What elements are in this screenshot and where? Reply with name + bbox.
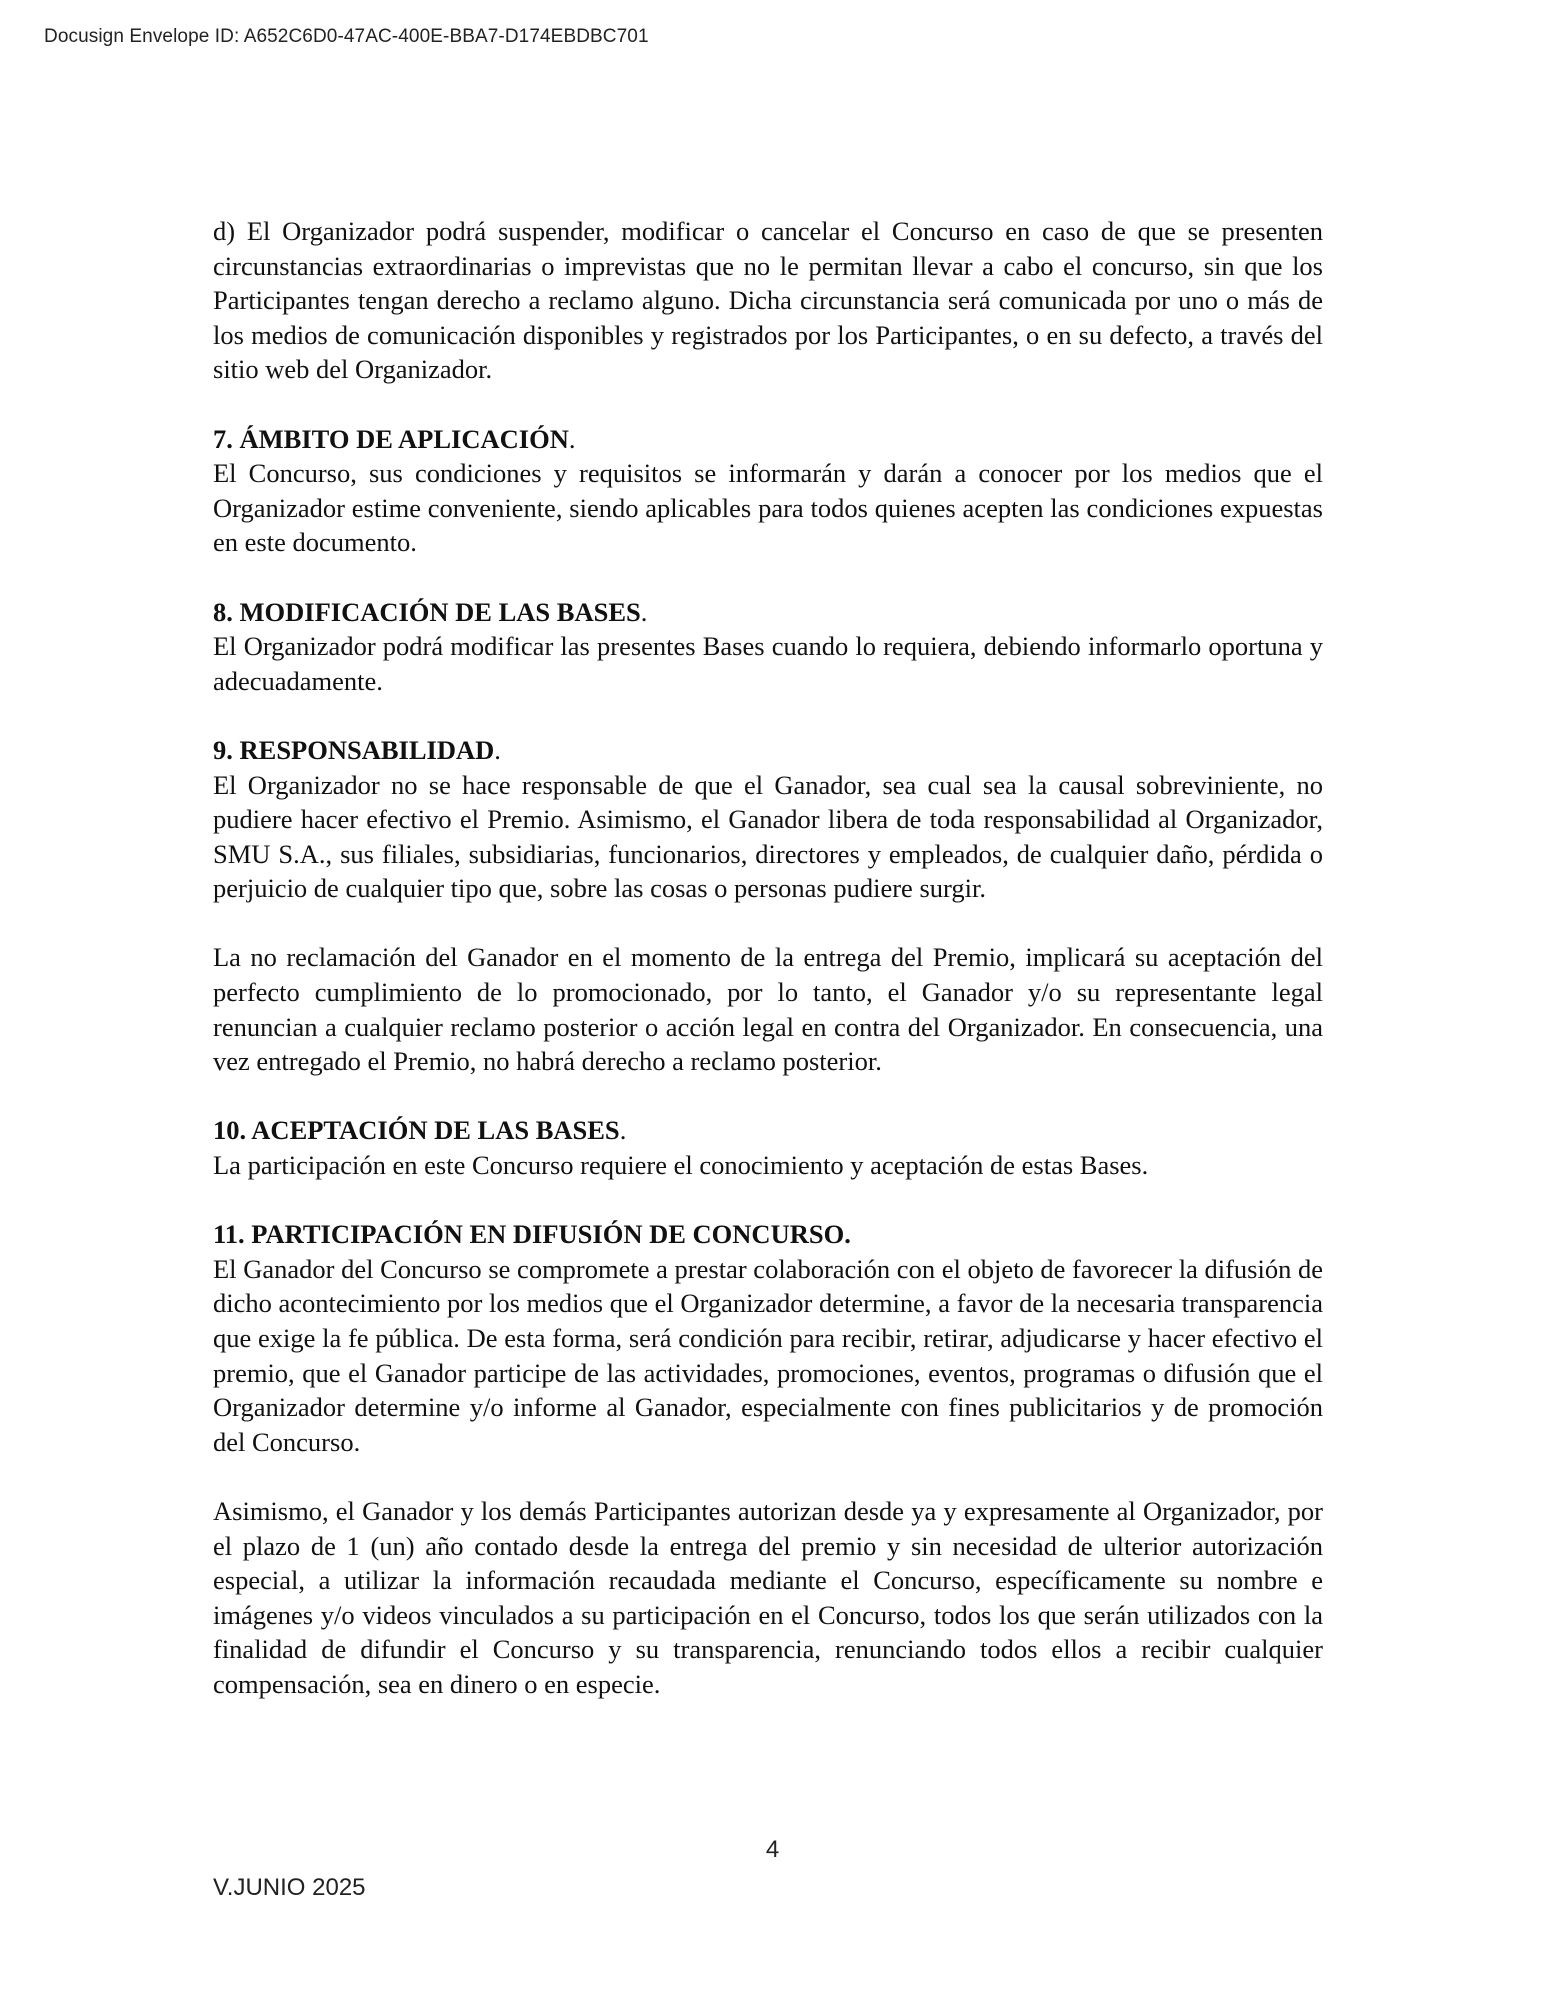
intro-paragraph-d: d) El Organizador podrá suspender, modificar o cancelar el Concurso en caso de que se presenten circunstancias extraordinarias o imprevistas que no le permitan llevar a cabo el concurso, sin que los Participantes tengan derecho a reclamo alguno. Dicha circunstancia será comunicada por uno o más de los medios de comunicación disponibles y registrados por los Participantes, o en su defecto, a través del sitio web del Organizador. (213, 216, 1323, 385)
section-heading: 11. PARTICIPACIÓN EN DIFUSIÓN DE CONCURSO. (213, 1219, 851, 1250)
section-paragraph: El Organizador no se hace responsable de que el Ganador, sea cual sea la causal sobreviniente, no pudiere hacer efectivo el Premio. Asimismo, el Ganador libera de toda responsabilidad al Organizador, SMU S.A., sus filiales, subsidiarias, funcionarios, directores y empleados, de cualquier daño, pérdida o perjuicio de cualquier tipo que, sobre las cosas o personas pudiere surgir. (213, 769, 1323, 904)
page-number: 4 (765, 1836, 780, 1863)
section-heading: 10. ACEPTACIÓN DE LAS BASES. (213, 1115, 627, 1146)
section-9-paragraph-2: La no reclamación del Ganador en el momento de la entrega del Premio, implicará su aceptación del perfecto cumplimiento de lo promocionado, por lo tanto, el Ganador y/o su representante legal renuncian a cualquier reclamo posterior o acción legal en contra del Organizador. En consecuencia, una vez entregado el Premio, no habrá derecho a reclamo posterior. (213, 942, 1323, 1077)
section-11 (213, 1217, 1323, 1459)
section-heading: 7. ÁMBITO DE APLICACIÓN. (213, 423, 576, 454)
section-9 (213, 733, 1323, 906)
section-8 (213, 595, 1323, 699)
docusign-envelope-id: Docusign Envelope ID: A652C6D0-47AC-400E-BBA7-D174EBDBC701 (44, 26, 649, 47)
section-11-paragraph-2: Asimismo, el Ganador y los demás Participantes autorizan desde ya y expresamente al Organizador, por el plazo de 1 (un) año contado desde la entrega del premio y sin necesidad de ulterior autorización especial, a utilizar la información recaudada mediante el Concurso, específicamente su nombre e imágenes y/o videos vinculados a su participación en el Concurso, todos los que serán utilizados con la finalidad de difundir el Concurso y su transparencia, renunciando todos ellos a recibir cualquier compensación, sea en dinero o en especie. (213, 1495, 1323, 1699)
section-heading: 8. MODIFICACIÓN DE LAS BASES. (213, 596, 648, 627)
section-10 (213, 1113, 1323, 1182)
section-paragraph: El Concurso, sus condiciones y requisitos se informarán y darán a conocer por los medios que el Organizador estime conveniente, siendo aplicables para todos quienes acepten las condiciones expuestas en este documento. (213, 458, 1323, 558)
section-paragraph: La participación en este Concurso requiere el conocimiento y aceptación de estas Bases. (213, 1150, 1149, 1181)
section-paragraph: El Organizador podrá modificar las presentes Bases cuando lo requiera, debiendo informarlo oportuna y adecuadamente. (213, 631, 1323, 696)
document-version: V.JUNIO 2025 (213, 1874, 366, 1901)
section-7 (213, 422, 1323, 560)
section-paragraph: El Ganador del Concurso se compromete a prestar colaboración con el objeto de favorecer la difusión de dicho acontecimiento por los medios que el Organizador determine, a favor de la necesaria transparencia que exige la fe pública. De esta forma, será condición para recibir, retirar, adjudicarse y hacer efectivo el premio, que el Ganador participe de las actividades, promociones, eventos, programas o difusión que el Organizador determine y/o informe al Ganador, especialmente con fines publicitarios y de promoción del Concurso. (213, 1253, 1323, 1457)
document-body (213, 214, 1323, 1736)
section-heading: 9. RESPONSABILIDAD. (213, 734, 501, 765)
